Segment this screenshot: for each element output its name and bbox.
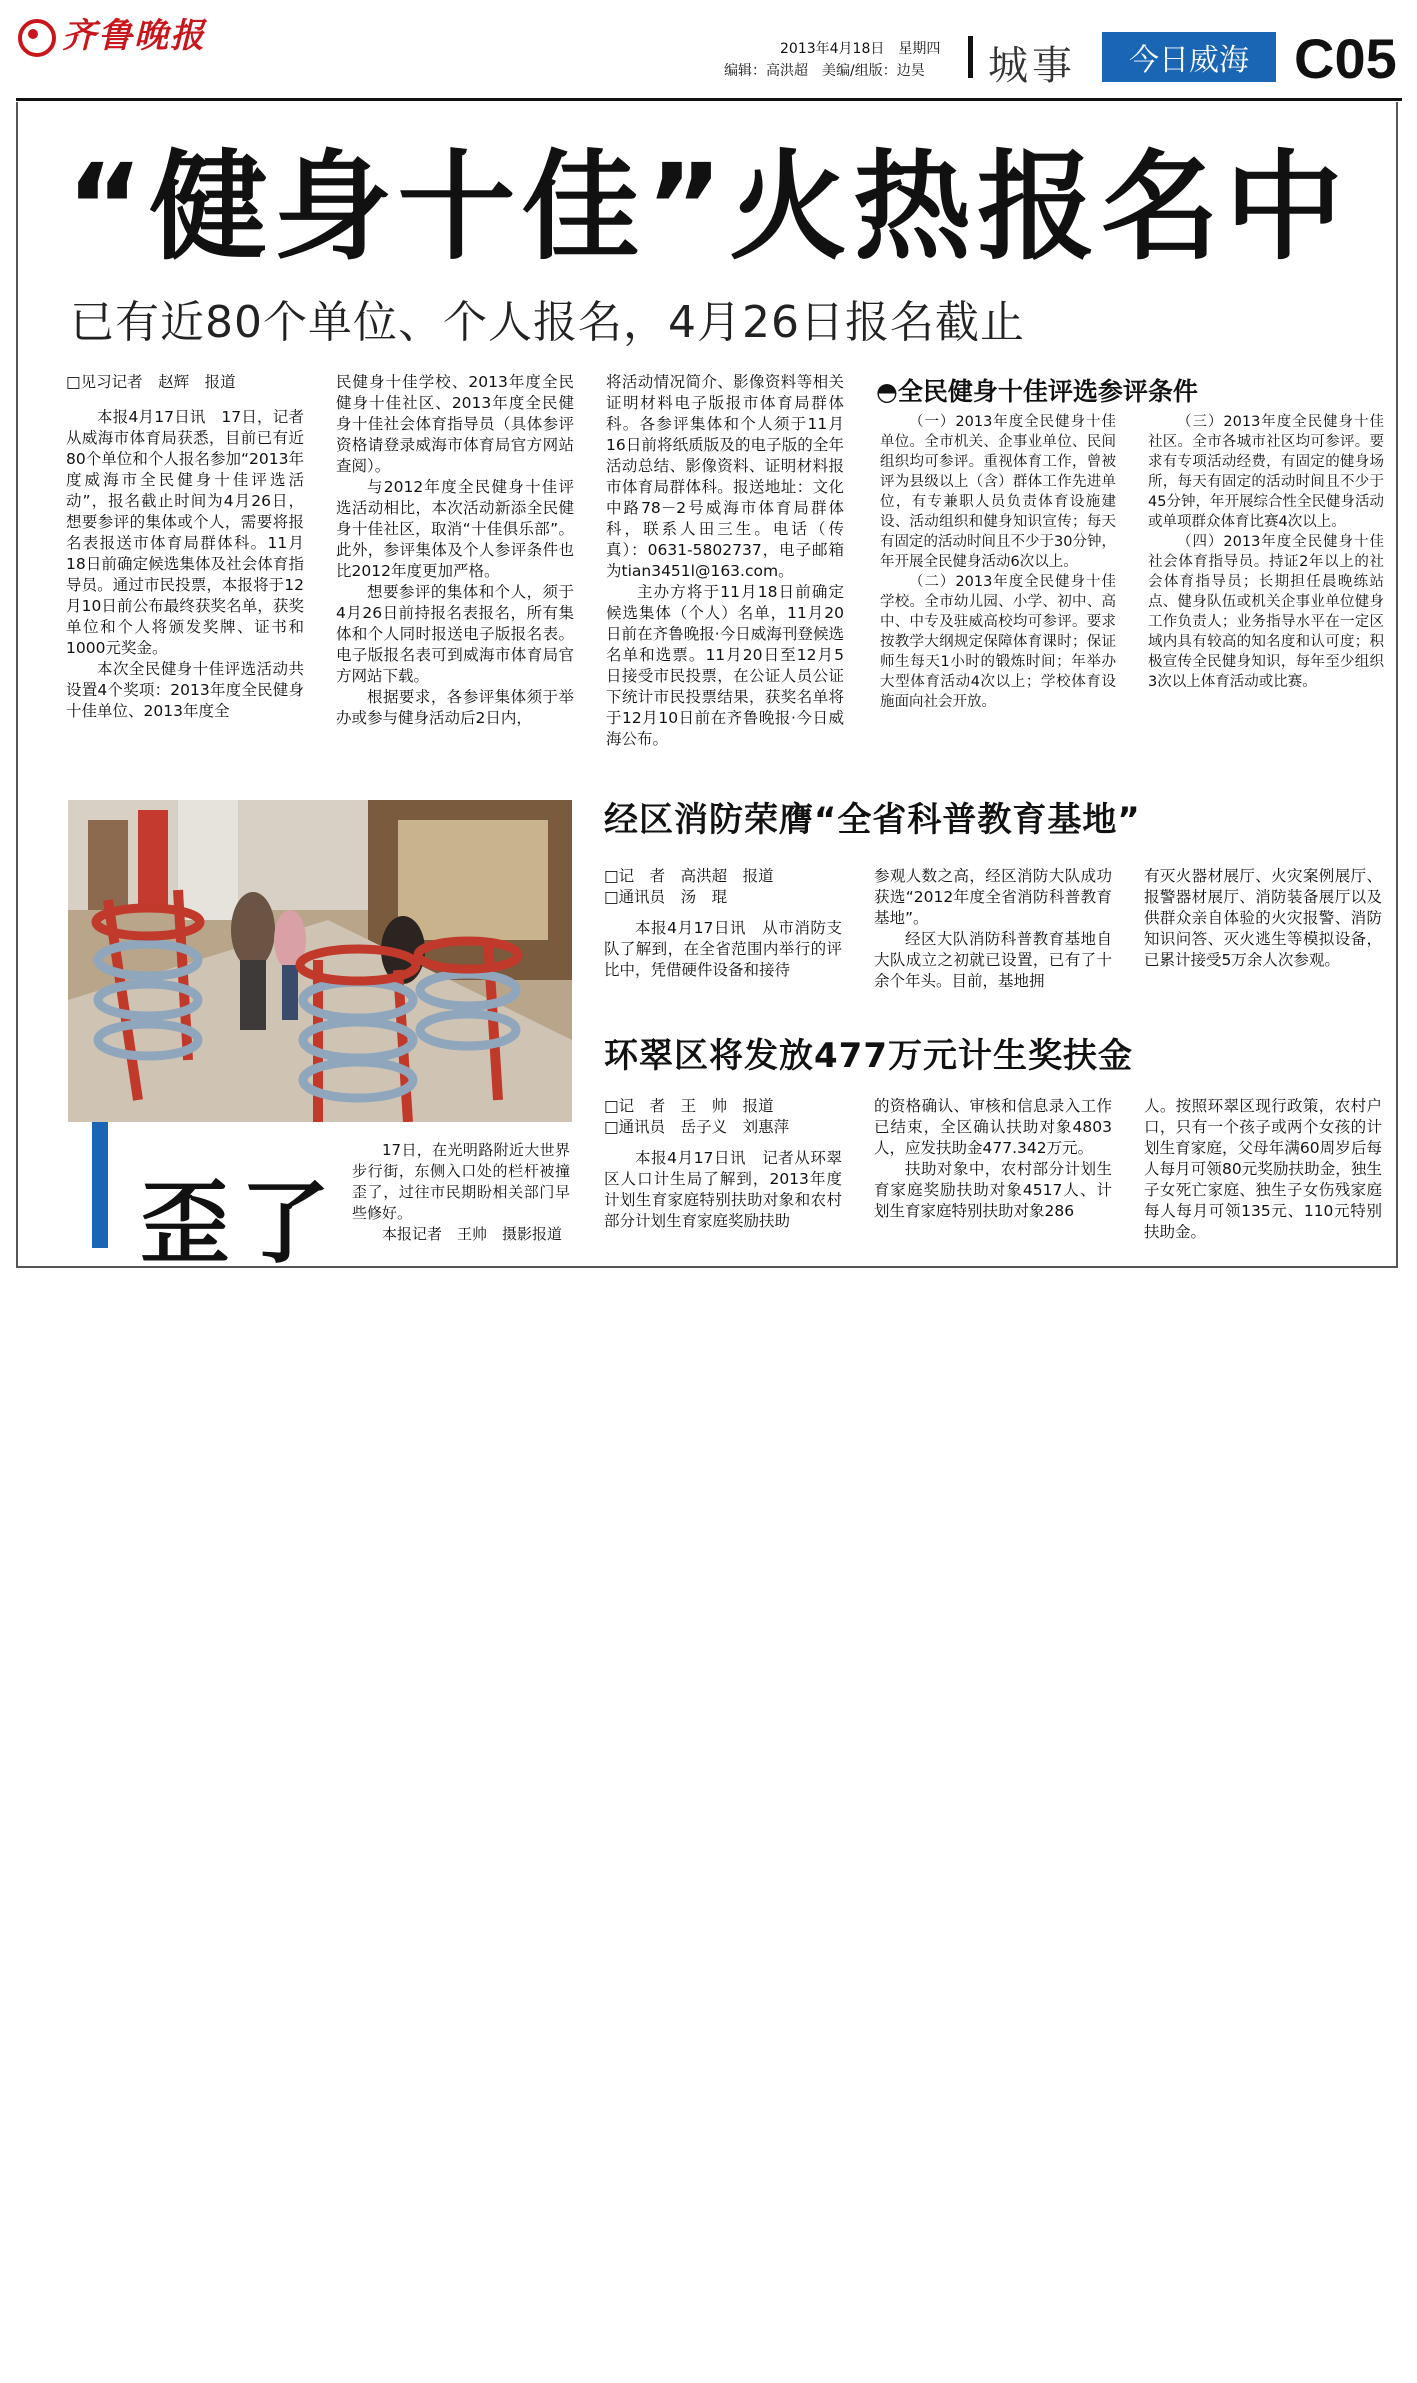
paragraph: （一）2013年度全民健身十佳单位。全市机关、企事业单位、民间组织均可参评。重视体育工作，曾被评为县级以上（含）群体工作先进单位，有专兼职人员负责体育设施建设、活动组织和健身知识宣传；每天有固定的活动时间且不少于30分钟，年开展全民健身活动6次以上。 xyxy=(880,414,1116,570)
caption-accent-bar xyxy=(92,1122,108,1248)
logo-icon xyxy=(18,19,56,57)
subsidy-column-3 xyxy=(1144,1096,1382,1243)
paragraph: 有灭火器材展厅、火灾案例展厅、报警器材展厅、消防装备展厅以及供群众亲自体验的火灾报警、消防知识问答、灭火逃生等模拟设备，已累计接受5万余人次参观。 xyxy=(1144,867,1382,969)
lead-column-1 xyxy=(66,372,304,722)
sidebar-column-2 xyxy=(1148,412,1384,692)
paragraph: 参观人数之高，经区消防大队成功获选“2012年度全省消防科普教育基地”。 xyxy=(874,867,1112,927)
byline: □通讯员 汤 琨 xyxy=(604,888,728,906)
paragraph: 民健身十佳学校、2013年度全民健身十佳社区、2013年度全民健身十佳社会体育指导员（具体参评资格请登录威海市体育局官方网站查阅）。 xyxy=(336,373,574,475)
photo-credit: 本报记者 王帅 摄影报道 xyxy=(382,1225,563,1243)
subsidy-column-1 xyxy=(604,1096,842,1232)
circle-icon: ◓ xyxy=(876,377,898,406)
section-name: 城事 xyxy=(988,43,1076,89)
street-railing-photo xyxy=(68,800,572,1122)
paragraph: （二）2013年度全民健身十佳学校。全市幼儿园、小学、初中、高中、中专及驻威高校均可参评。要求按教学大纲规定保障体育课时；保证师生每天1小时的锻炼时间；年举办大型体育活动4次以上；学校体育设施面向社会开放。 xyxy=(880,574,1116,710)
fire-headline: 经区消防荣膺“全省科普教育基地” xyxy=(604,800,1141,840)
masthead-rule xyxy=(16,98,1402,101)
fire-column-1 xyxy=(604,866,842,981)
masthead-divider xyxy=(968,36,973,78)
paragraph: （四）2013年度全民健身十佳社会体育指导员。持证2年以上的社会体育指导员；长期担任晨晚练站点、健身队伍或机关企事业单位健身工作负责人；业务指导水平在一定区域内具有较高的知名度和认可度；积极宣传全民健身知识，每年至少组织3次以上体育活动或比赛。 xyxy=(1148,534,1384,690)
paragraph: 将活动情况简介、影像资料等相关证明材料电子版报市体育局群体科。各参评集体和个人须于11月16日前将纸质版及的电子版的全年活动总结、影像资料、证明材料报市体育局群体科。报送地址：文化中路78－2号威海市体育局群体科，联系人田三生。电话（传真）：0631-5802737，电子邮箱为tian3451l@163.com。 xyxy=(606,373,844,580)
photo-caption xyxy=(352,1140,570,1245)
subsidy-column-2 xyxy=(874,1096,1112,1222)
paragraph: 想要参评的集体和个人，须于4月26日前持报名表报名，所有集体和个人同时报送电子版报名表。电子版报名表可到威海市体育局官方网站下载。 xyxy=(336,583,574,685)
paragraph: 扶助对象中，农村部分计划生育家庭奖励扶助对象4517人、计划生育家庭特别扶助对象286 xyxy=(874,1160,1112,1220)
lead-headline: “健身十佳”火热报名中 xyxy=(66,138,1350,276)
caption-text: 17日，在光明路附近大世界步行街，东侧入口处的栏杆被撞歪了，过往市民期盼相关部门早些修好。 xyxy=(352,1141,570,1222)
paragraph: 本报4月17日讯 17日，记者从威海市体育局获悉，目前已有近80个单位和个人报名参加“2013年度威海市全民健身十佳评选活动”，报名截止时间为4月26日，想要参评的集体或个人，需要将报名表报送市体育局群体科。11月18日前确定候选集体及社会体育指导员。通过市民投票，本报将于12月10日前公布最终获奖名单，获奖单位和个人将颁发奖牌、证书和1000元奖金。 xyxy=(66,408,304,657)
paragraph: 的资格确认、审核和信息录入工作已结束，全区确认扶助对象4803人，应发扶助金477.342万元。 xyxy=(874,1097,1112,1157)
page-number: C05 xyxy=(1294,27,1397,90)
editor-credits: 编辑：高洪超 美编/组版：边昊 xyxy=(724,63,925,79)
sidebar-title: ◓全民健身十佳评选参评条件 xyxy=(876,377,1198,406)
paragraph: 人。按照环翠区现行政策，农村户口，只有一个孩子或两个女孩的计划生育家庭，父母年满60周岁后每人每月可领80元奖励扶助金，独生子女死亡家庭、独生子女伤残家庭每人每月可领135元、110元特别扶助金。 xyxy=(1144,1097,1382,1241)
fire-column-3 xyxy=(1144,866,1382,971)
byline: □记 者 王 帅 报道 xyxy=(604,1097,774,1115)
newspaper-logo: 齐鲁晚报 xyxy=(18,8,206,57)
paragraph: 经区大队消防科普教育基地自大队成立之初就已设置，已有了十余个年头。目前，基地拥 xyxy=(874,930,1112,990)
byline: □通讯员 岳子义 刘惠萍 xyxy=(604,1118,790,1136)
paragraph: 主办方将于11月18日前确定候选集体（个人）名单，11月20日前在齐鲁晚报·今日威海刊登候选名单和选票。11月20日至12月5日接受市民投票，在公证人员公证下统计市民投票结果，获奖名单将于12月10日前在齐鲁晚报·今日威海公布。 xyxy=(606,583,844,748)
paragraph: 与2012年度全民健身十佳评选活动相比，本次活动新添全民健身十佳社区，取消“十佳俱乐部”。此外，参评集体及个人参评条件也比2012年度更加严格。 xyxy=(336,478,574,580)
paragraph: （三）2013年度全民健身十佳社区。全市各城市社区均可参评。要求有专项活动经费，有固定的健身场所，每天有固定的活动时间且不少于45分钟，年开展综合性全民健身活动或单项群众体育比赛4次以上。 xyxy=(1148,414,1384,530)
lead-column-2 xyxy=(336,372,574,729)
lead-column-3 xyxy=(606,372,844,750)
byline: □见习记者 赵辉 报道 xyxy=(66,373,236,391)
issue-date: 2013年4月18日 星期四 xyxy=(780,41,941,57)
news-photo xyxy=(68,800,572,1122)
paragraph: 本报4月17日讯 从市消防支队了解到，在全省范围内举行的评比中，凭借硬件设备和接待 xyxy=(604,919,842,979)
section-tab: 今日威海 xyxy=(1102,32,1276,82)
paragraph: 本次全民健身十佳评选活动共设置4个奖项：2013年度全民健身十佳单位、2013年度全 xyxy=(66,660,304,720)
paragraph: 根据要求，各参评集体须于举办或参与健身活动后2日内， xyxy=(336,688,574,727)
fire-column-2 xyxy=(874,866,1112,992)
byline: □记 者 高洪超 报道 xyxy=(604,867,774,885)
photo-headline: 歪了 xyxy=(140,1171,340,1276)
sidebar-column-1 xyxy=(880,412,1116,712)
subsidy-headline: 环翠区将发放477万元计生奖扶金 xyxy=(604,1036,1133,1076)
lead-subheadline: 已有近80个单位、个人报名，4月26日报名截止 xyxy=(70,297,1025,348)
paragraph: 本报4月17日讯 记者从环翠区人口计生局了解到，2013年度计划生育家庭特别扶助对象和农村部分计划生育家庭奖励扶助 xyxy=(604,1149,842,1230)
